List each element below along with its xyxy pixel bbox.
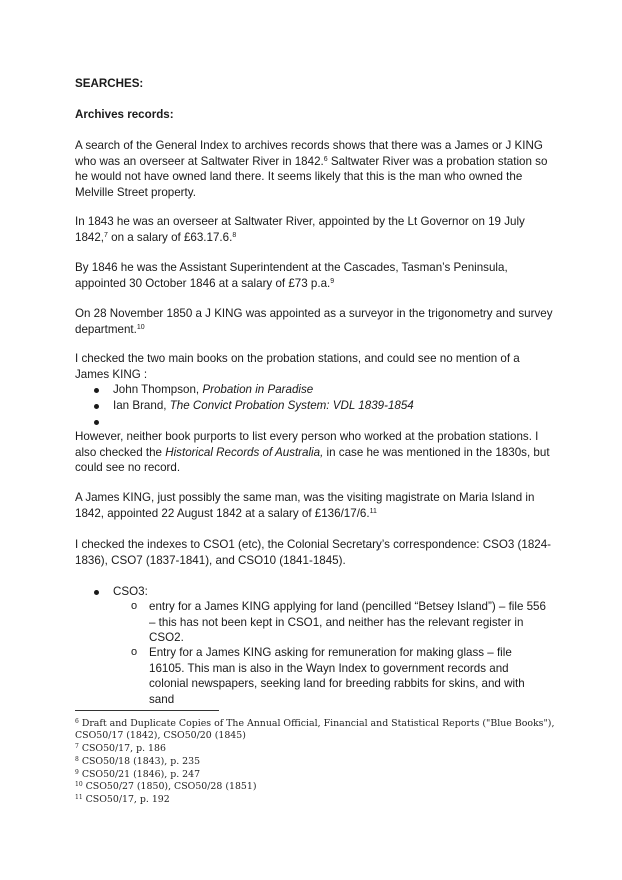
footnote-7: $^7$ CSO50/17, p. 186: [75, 743, 166, 754]
paragraph-cso-indexes: I checked the indexes to CSO1 (etc), the Colonial Secretary’s correspondence: CSO3 (1824-1836), CSO7 (1837-1841), and CSO10 (1841-1845).: [75, 538, 552, 567]
bullet-icon: [94, 590, 99, 595]
list-item-book: John Thompson, Probation in Paradise: [113, 383, 314, 396]
sub-bullet-icon: o: [131, 646, 138, 658]
footnote-ref-6: 6: [323, 155, 328, 163]
paragraph-general-index: A search of the General Index to archives records shows that there was a James or J KING who was an overseer at Saltwater River in 1842.$^6$ Saltwater River was a probation station so he would not have owned land there. It seems likely that this is the man who owned the Melville Street property.: [75, 139, 548, 199]
sub-bullet-icon: o: [131, 600, 138, 612]
footnote-divider: [75, 710, 219, 711]
footnote-ref-11: 11: [369, 507, 377, 515]
bullet-icon: [94, 420, 99, 425]
paragraph-assistant-superintendent: By 1846 he was the Assistant Superintendent at the Cascades, Tasman’s Peninsula, appointed 30 October 1846 at a salary of £73 p.a.$^9$: [75, 261, 508, 290]
heading-archives-records: Archives records:: [75, 108, 174, 121]
paragraph-probation-books: I checked the two main books on the probation stations, and could see no mention of a James KING :: [75, 352, 520, 381]
footnote-10: $^{10}$ CSO50/27 (1850), CSO50/28 (1851): [75, 781, 257, 792]
sub-list-item-betsey-island: entry for a James KING applying for land (pencilled “Betsey Island”) – file 556 – this has not been kept in CSO1, and neither has the relevant register in CSO2.: [149, 600, 546, 645]
footnote-ref-7: 7: [104, 231, 108, 239]
footnote-11: $^{11}$ CSO50/17, p. 192: [75, 794, 170, 805]
paragraph-surveyor: On 28 November 1850 a J KING was appointed as a surveyor in the trigonometry and survey department.$^{10}$: [75, 307, 553, 336]
footnote-ref-9: 9: [330, 277, 335, 285]
bullet-icon: [94, 404, 99, 409]
footnote-9: $^9$ CSO50/21 (1846), p. 247: [75, 769, 201, 780]
footnote-6: $^6$ Draft and Duplicate Copies of The Annual Official, Financial and Statistical Reports ("Blue Books"), CSO50/17 (1842), CSO50/20 (1845): [75, 718, 555, 742]
footnote-ref-10: 10: [136, 323, 145, 331]
heading-searches: SEARCHES:: [75, 77, 144, 90]
paragraph-neither-book: However, neither book purports to list every person who worked at the probation stations. I also checked the Historical Records of Australia, in case he was mentioned in the 1830s, but could see no record.: [75, 430, 550, 475]
paragraph-visiting-magistrate: A James KING, just possibly the same man, was the visiting magistrate on Maria Island in 1842, appointed 22 August 1842 at a salary of £136/17/6.11: [75, 491, 535, 520]
list-item-cso3: CSO3:: [113, 585, 148, 598]
paragraph-overseer-1843: In 1843 he was an overseer at Saltwater River, appointed by the Lt Governor on 19 July 1842,$^7$ on a salary of £63.17.6.$^8$: [75, 215, 525, 244]
footnote-ref-8: 8: [232, 231, 237, 239]
footnote-8: $^8$ CSO50/18 (1843), p. 235: [75, 756, 201, 767]
list-item-book: Ian Brand, The Convict Probation System: VDL 1839-1854: [113, 399, 414, 412]
sub-list-item-glass: Entry for a James KING asking for remuneration for making glass – file 16105. This man is also in the Wayn Index to government records and colonial newspapers, seeking land for breeding rabbits for skins, and with sand: [149, 646, 525, 706]
bullet-icon: [94, 388, 99, 393]
